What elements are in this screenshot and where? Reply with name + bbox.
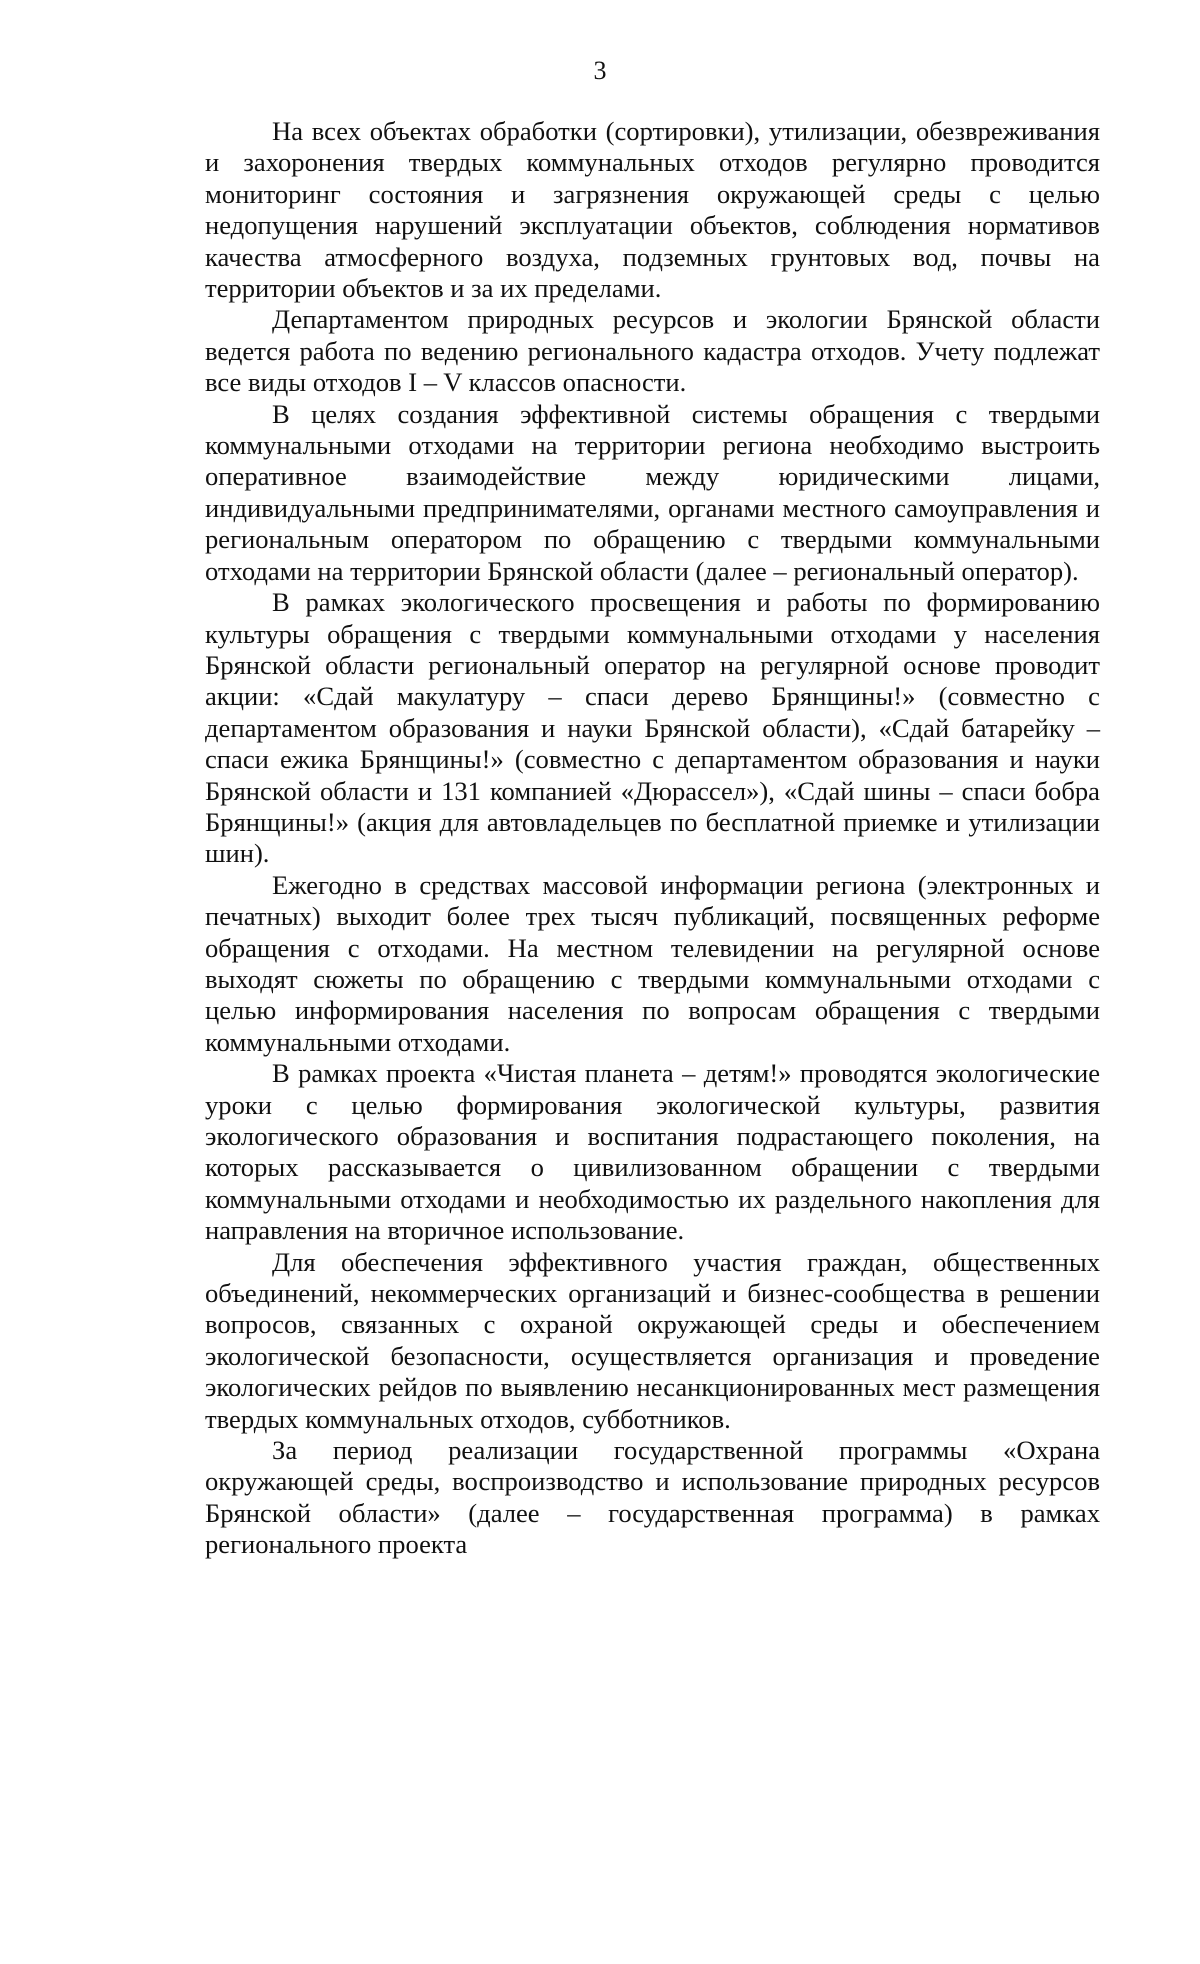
- page-number: 3: [593, 56, 607, 85]
- paragraph-regional-operator: В целях создания эффективной системы обращения с твердыми коммунальными отходами на территории региона необходимо выстроить оперативное взаимодействие между юридическими лицами, индивидуальными предпринимателями, органами местного самоуправления и региональным оператором по обращению с твердыми коммунальными отходами на территории Брянской области (далее – региональный оператор).: [205, 398, 1100, 586]
- paragraph-mass-media: Ежегодно в средствах массовой информации региона (электронных и печатных) выходит более трех тысяч публикаций, посвященных реформе обращения с отходами. На местном телевидении на регулярной основе выходят сюжеты по обращению с твердыми коммунальными отходами с целью информирования населения по вопросам обращения с твердыми коммунальными отходами.: [205, 869, 1100, 1057]
- paragraph-waste-monitoring: На всех объектах обработки (сортировки), утилизации, обезвреживания и захоронения твердых коммунальных отходов регулярно проводится мониторинг состояния и загрязнения окружающей среды с целью недопущения нарушений эксплуатации объектов, соблюдения нормативов качества атмосферного воздуха, подземных грунтовых вод, почвы на территории объектов и за их пределами.: [205, 116, 1100, 304]
- paragraph-waste-cadastre: Департаментом природных ресурсов и экологии Брянской области ведется работа по ведению регионального кадастра отходов. Учету подлежат все виды отходов I – V классов опасности.: [205, 304, 1100, 398]
- paragraph-clean-planet-project: В рамках проекта «Чистая планета – детям!» проводятся экологические уроки с целью формирования экологической культуры, развития экологического образования и воспитания подрастающего поколения, на которых рассказывается о цивилизованном обращении с твердыми коммунальными отходами и необходимостью их раздельного накопления для направления на вторичное использование.: [205, 1058, 1100, 1246]
- paragraph-state-program: За период реализации государственной программы «Охрана окружающей среды, воспроизводство и использование природных ресурсов Брянской области» (далее – государственная программа) в рамках регионального проекта: [205, 1435, 1100, 1560]
- document-body: [205, 116, 1100, 1561]
- paragraph-ecological-education: В рамках экологического просвещения и работы по формированию культуры обращения с твердыми коммунальными отходами у населения Брянской области региональный оператор на регулярной основе проводит акции: «Сдай макулатуру – спаси дерево Брянщины!» (совместно с департаментом образования и науки Брянской области), «Сдай батарейку – спаси ежика Брянщины!» (совместно с департаментом образования и науки Брянской области и 131 компанией «Дюрассел»), «Сдай шины – спаси бобра Брянщины!» (акция для автовладельцев по бесплатной приемке и утилизации шин).: [205, 587, 1100, 869]
- paragraph-ecological-raids: Для обеспечения эффективного участия граждан, общественных объединений, некоммерческих организаций и бизнес-сообщества в решении вопросов, связанных с охраной окружающей среды и обеспечением экологической безопасности, осуществляется организация и проведение экологических рейдов по выявлению несанкционированных мест размещения твердых коммунальных отходов, субботников.: [205, 1246, 1100, 1434]
